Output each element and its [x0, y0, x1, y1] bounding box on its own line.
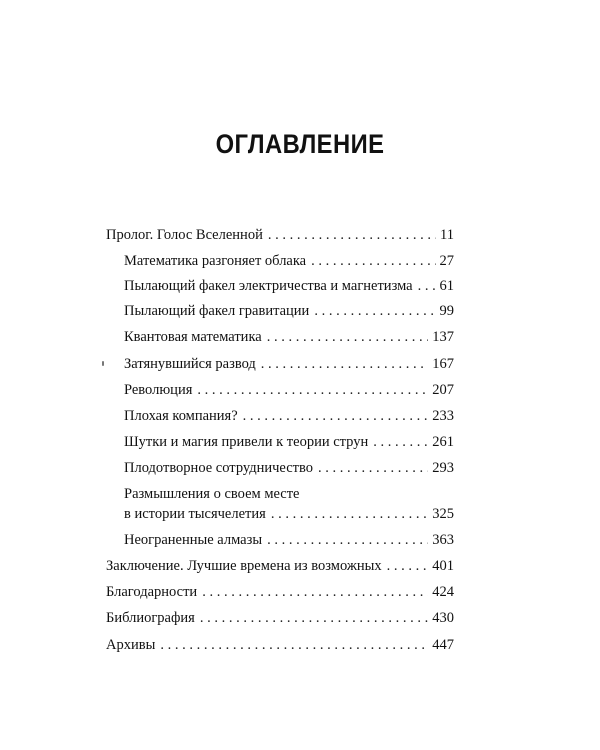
toc-entry-page: 363: [432, 532, 454, 548]
dot-leader: [268, 226, 436, 244]
toc-entry-label: Шутки и магия привели к теории струн: [124, 434, 369, 450]
toc-entry-label: Плохая компания?: [124, 408, 238, 424]
toc-entry-page: 207: [432, 382, 454, 398]
toc-entry-label: Квантовая математика: [124, 329, 262, 345]
toc-entry-page: 11: [440, 227, 454, 243]
dot-leader: [318, 459, 428, 477]
dot-leader: [387, 557, 429, 575]
toc-entry-page: 167: [432, 356, 454, 372]
toc-entry-label: Пылающий факел электричества и магнетизма: [124, 278, 413, 294]
dot-leader: [311, 252, 435, 270]
dot-leader: [200, 609, 428, 627]
toc-entry-page: 430: [432, 610, 454, 626]
dot-leader: [267, 531, 428, 549]
toc-entry-page: 293: [432, 460, 454, 476]
toc-entry-label: Архивы: [106, 637, 156, 653]
dot-leader: [314, 302, 435, 320]
margin-mark: [102, 361, 104, 366]
page-title: ОГЛАВЛЕНИЕ: [215, 129, 385, 160]
toc-entry-label: Библиография: [106, 610, 195, 626]
toc-entry-page: 61: [439, 278, 454, 294]
dot-leader: [271, 505, 428, 523]
dot-leader: [261, 355, 428, 373]
dot-leader: [202, 583, 428, 601]
toc-entry-label: Математика разгоняет облака: [124, 253, 307, 269]
toc-entry-page: 261: [432, 434, 454, 450]
toc-entry-page: 447: [432, 637, 454, 653]
toc-entry-label: Заключение. Лучшие времена из возможных: [106, 558, 382, 574]
toc-entry-label: Пролог. Голос Вселенной: [106, 227, 263, 243]
dot-leader: [373, 433, 428, 451]
dot-leader: [197, 381, 428, 399]
toc-entry-label: Неограненные алмазы: [124, 532, 263, 548]
toc-entry-label-line1: Размышления о своем месте: [124, 486, 300, 502]
toc-entry-label: Затянувшийся развод: [124, 356, 256, 372]
dot-leader: [243, 407, 429, 425]
toc-entry-page: 137: [432, 329, 454, 345]
dot-leader: [267, 328, 429, 346]
dot-leader: [418, 277, 436, 295]
toc-entry-label-line2: в истории тысячелетия: [124, 506, 266, 522]
toc-entry-page: 424: [432, 584, 454, 600]
toc-entry-label: Революция: [124, 382, 193, 398]
toc-entry-page: 401: [432, 558, 454, 574]
toc-entry-label: Плодотворное сотрудничество: [124, 460, 313, 476]
toc-entry-page: 99: [439, 303, 454, 319]
toc-entry-label: Благодарности: [106, 584, 198, 600]
dot-leader: [160, 636, 428, 654]
toc-entry-page: 325: [432, 506, 454, 522]
toc-entry-page: 27: [439, 253, 454, 269]
toc-entry-page: 233: [432, 408, 454, 424]
toc-entry-label: Пылающий факел гравитации: [124, 303, 310, 319]
